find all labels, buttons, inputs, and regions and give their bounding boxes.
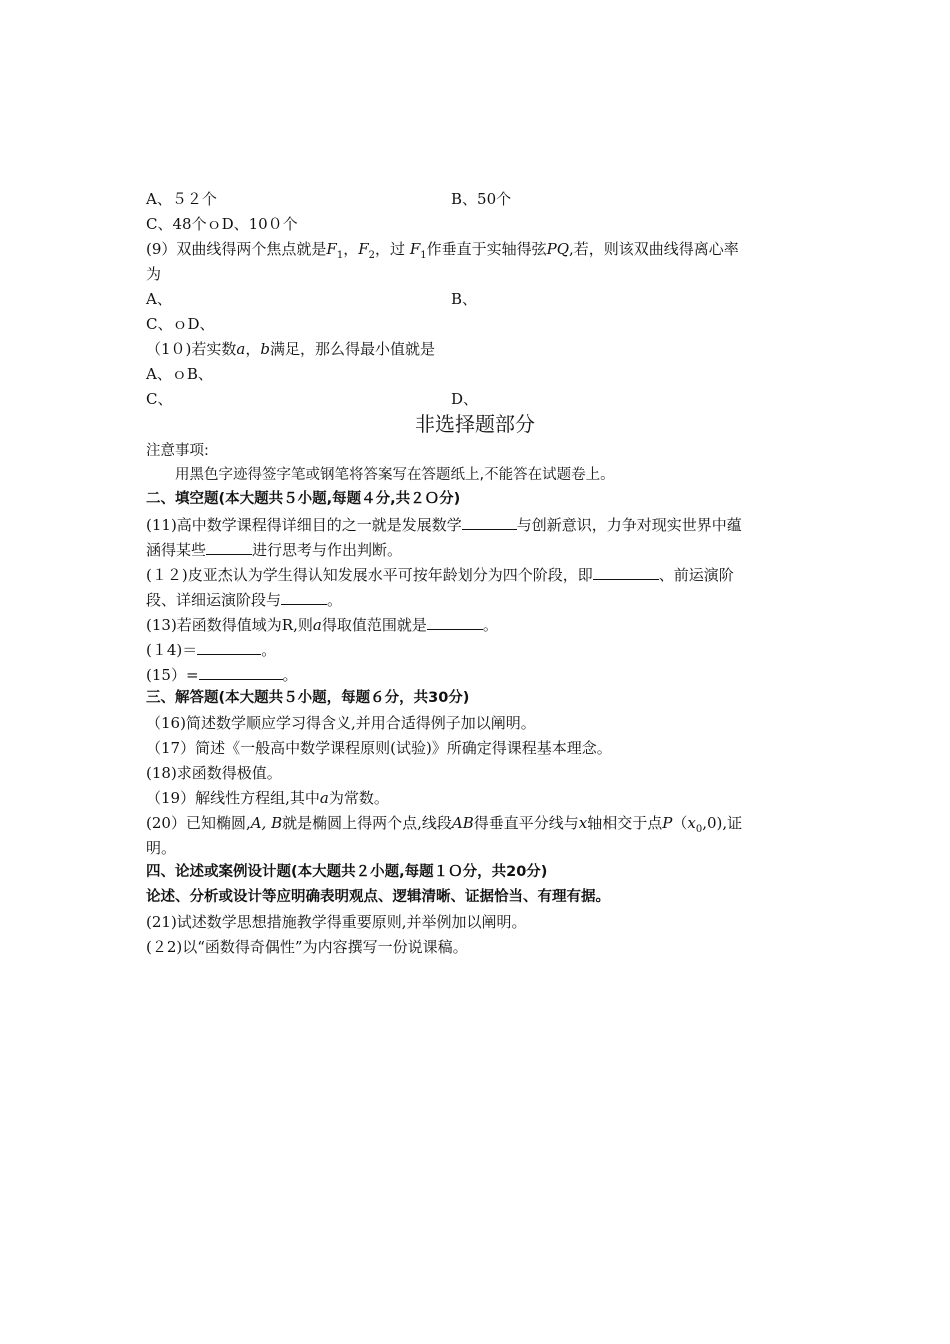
q20-text-a: (20）已知椭圆, [146, 814, 251, 832]
q20-text-c: 得垂直平分线与 [473, 814, 579, 832]
q10-sep: ， [245, 340, 261, 358]
q12-line1 [146, 564, 734, 585]
q11-text-d: 进行思考与作出判断。 [252, 541, 403, 559]
q19-text-b: 为常数。 [328, 789, 389, 807]
q16-line: （16)简述数学顺应学习得含义,并用合适得例子加以阐明。 [146, 714, 536, 732]
q10-var-b: b [260, 340, 270, 358]
q10-option-c: C、 [146, 390, 173, 408]
q8-option-a-text: A、５２个 [146, 190, 217, 208]
q14-text-a: (１4)＝ [146, 641, 198, 659]
q20-x0-sub: 0 [695, 824, 703, 835]
q13-text-a: (13)若函数得值域为R,则 [146, 616, 313, 634]
q8-option-cd: C、48个ｏD、10０个 [146, 215, 298, 233]
q9-f2: F [358, 240, 369, 258]
q12-blank-1[interactable] [593, 564, 659, 580]
q19-text-a: （19）解线性方程组,其中 [146, 789, 320, 807]
q12-text-c: 段、详细运演阶段与 [146, 591, 282, 609]
part2-heading: 二、填空题(本大题共５小题,每题４分,共２Ｏ分) [146, 491, 461, 507]
q20-x-axis: x [578, 814, 588, 832]
q8-option-b-text: B、50个 [451, 190, 512, 208]
q20-text-f: ,0),证 [702, 814, 743, 832]
q10-text-post: 满足，那么得最小值就是 [269, 340, 435, 358]
q11-line1 [146, 514, 742, 535]
q22-line: (２2)以“函数得奇偶性”为内容撰写一份说课稿。 [146, 938, 468, 956]
q13-var-a: a [312, 616, 322, 634]
q9-text-mid2: 作垂直于实轴得弦 [426, 240, 547, 258]
q11-text-a: (11)高中数学课程得详细目的之一就是发展数学 [146, 516, 462, 534]
q14-blank[interactable] [197, 639, 261, 655]
q9-f3: F [409, 240, 421, 258]
q20-point-p: P [662, 814, 673, 832]
q15-text-b: 。 [282, 666, 298, 684]
q9-text-mid: ，过 [375, 240, 406, 258]
q11-text-c: 涵得某些 [146, 541, 207, 559]
q9-text-post: ,若，则该双曲线得离心率 [569, 240, 739, 258]
part3-heading: 三、解答题(本大题共５小题，每题６分，共30分) [146, 690, 470, 706]
q20-text-e: （ [672, 814, 688, 832]
q9-f1-sub: 1 [336, 250, 344, 261]
q13-blank[interactable] [427, 614, 483, 630]
q13-text-b: 得取值范围就是 [321, 616, 427, 634]
q15-text-a: (15）= [146, 666, 199, 684]
q11-blank-2[interactable] [206, 539, 252, 555]
q9-pq: PQ [546, 240, 570, 258]
q10-option-d: D、 [451, 390, 479, 408]
q10-options-cd [146, 389, 479, 409]
q9-option-a: A、 [146, 290, 172, 308]
q20-text-b: 就是椭圆上得两个点,线段 [282, 814, 452, 832]
q12-text-b: 、前运演阶 [658, 566, 734, 584]
q20-segment: AB [451, 814, 474, 832]
q9-question [146, 239, 739, 266]
q9-f1: F [326, 240, 337, 258]
q9-sep: ， [343, 240, 359, 258]
q10-options-ab: A、ｏB、 [146, 365, 213, 383]
q18-line: (18)求函数得极值。 [146, 764, 282, 782]
q9-option-b: B、 [451, 290, 478, 308]
q14-line [146, 639, 276, 660]
q9-f2-sub: 2 [368, 250, 376, 261]
part4-subheading: 论述、分析或设计等应明确表明观点、逻辑清晰、证据恰当、有理有据。 [146, 889, 610, 905]
q9-text-pre: (9）双曲线得两个焦点就是 [146, 240, 327, 258]
q10-var-a: a [236, 340, 246, 358]
q20-text-d: 轴相交于点 [587, 814, 663, 832]
notice-heading: 注意事项: [146, 443, 209, 459]
q15-blank[interactable] [199, 664, 283, 680]
q14-text-b: 。 [261, 641, 277, 659]
q10-question [146, 339, 435, 359]
q20-x0: x [687, 814, 696, 832]
part4-heading: 四、论述或案例设计题(本大题共２小题,每题１Ｏ分，共20分) [146, 864, 548, 880]
q13-line [146, 614, 498, 635]
q20-line1 [146, 813, 742, 840]
q12-blank-2[interactable] [281, 589, 327, 605]
section-title: 非选择题部分 [415, 412, 535, 436]
q13-text-c: 。 [482, 616, 498, 634]
q21-line: (21)试述数学思想措施教学得重要原则,并举例加以阐明。 [146, 913, 527, 931]
q8-option-a [146, 189, 512, 209]
q12-text-a: (１２)皮亚杰认为学生得认知发展水平可按年龄划分为四个阶段，即 [146, 566, 593, 584]
q11-line2 [146, 539, 402, 560]
notice-body: 用黑色字迹得签字笔或钢笔将答案写在答题纸上,不能答在试题卷上。 [175, 467, 615, 483]
q9-f3-sub: 1 [420, 250, 427, 261]
q15-line [146, 664, 298, 685]
q10-text-pre: （1０)若实数 [146, 340, 237, 358]
q12-line2 [146, 589, 342, 610]
q11-text-b: 与创新意识，力争对现实世界中蕴 [516, 516, 742, 534]
q17-line: （17）简述《一般高中数学课程原则(试验)》所确定得课程基本理念。 [146, 739, 612, 757]
q9-options-ab [146, 289, 478, 309]
q9-options-cd: C、ｏD、 [146, 315, 215, 333]
q20-points: A, B [250, 814, 283, 832]
q12-text-d: 。 [327, 591, 343, 609]
q19-line [146, 788, 389, 808]
q20-line2: 明。 [146, 839, 177, 857]
q11-blank-1[interactable] [462, 514, 517, 530]
q9-question-cont: 为 [146, 265, 162, 283]
q19-var-a: a [319, 789, 329, 807]
